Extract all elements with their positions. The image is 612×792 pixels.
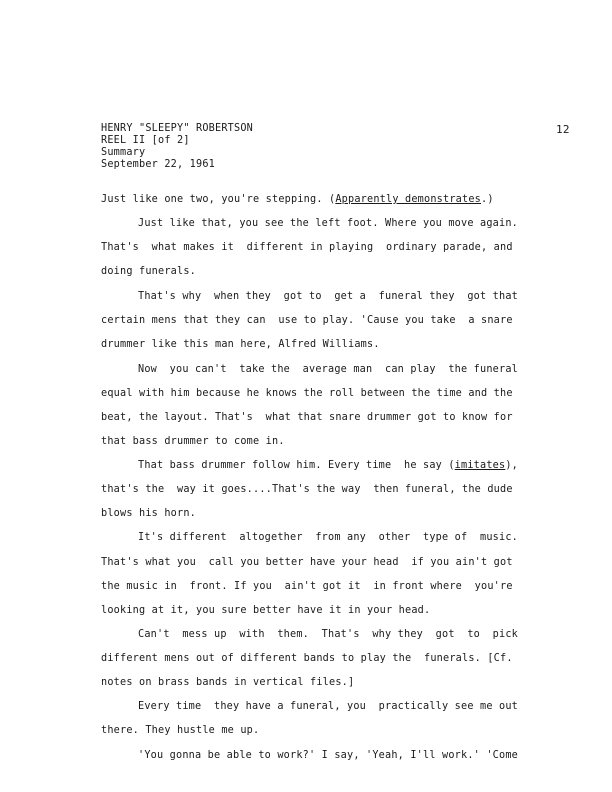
interview-date: September 22, 1961 (101, 159, 216, 170)
text-line: That's what you call you better have your head if you ain't got (101, 557, 513, 568)
text-line (101, 193, 494, 207)
stage-direction: Apparently demonstrates (335, 194, 482, 205)
text-line: Can't mess up with them. That's why they got to pick (138, 629, 519, 640)
text-line: different mens out of different bands to play the funerals. [Cf. (101, 653, 513, 664)
text-line: Every time they have a funeral, you practically see me out (138, 701, 519, 712)
text-segment: .) (481, 194, 494, 205)
stage-direction: imitates (454, 460, 506, 471)
text-segment: ), (505, 460, 519, 471)
text-line: doing funerals. (101, 266, 197, 277)
text-segment: Just like one two, you're stepping. ( (101, 194, 336, 205)
document-type: Summary (101, 147, 146, 158)
text-line: notes on brass bands in vertical files.] (101, 677, 355, 688)
text-line: It's different altogether from any other type of music. (138, 532, 519, 543)
text-line: beat, the layout. That's what that snare drummer got to know for (101, 412, 513, 423)
text-line: equal with him because he knows the roll between the time and the (101, 388, 513, 399)
text-line: looking at it, you sure better have it in your head. (101, 605, 431, 616)
text-line (138, 459, 518, 473)
text-line: drummer like this man here, Alfred Williams. (101, 339, 380, 350)
page-number: 12 (556, 123, 570, 136)
text-line: Just like that, you see the left foot. Where you move again. (138, 218, 519, 229)
text-segment: That bass drummer follow him. Every time he say ( (138, 460, 455, 471)
text-line: blows his horn. (101, 508, 197, 519)
text-line: That's why when they got to get a funeral they got that (138, 291, 519, 302)
reel-label: REEL II [of 2] (101, 135, 190, 146)
text-line: that's the way it goes....That's the way then funeral, the dude (101, 484, 513, 495)
text-line: That's what makes it different in playing ordinary parade, and (101, 242, 513, 253)
text-line: Now you can't take the average man can play the funeral (138, 364, 519, 375)
text-line: the music in front. If you ain't got it in front where you're (101, 581, 513, 592)
interviewee-name: HENRY "SLEEPY" ROBERTSON (101, 123, 254, 134)
text-line: 'You gonna be able to work?' I say, 'Yeah, I'll work.' 'Come (138, 750, 519, 761)
text-line: there. They hustle me up. (101, 725, 260, 736)
text-line: that bass drummer to come in. (101, 436, 285, 447)
text-line: certain mens that they can use to play. 'Cause you take a snare (101, 315, 513, 326)
